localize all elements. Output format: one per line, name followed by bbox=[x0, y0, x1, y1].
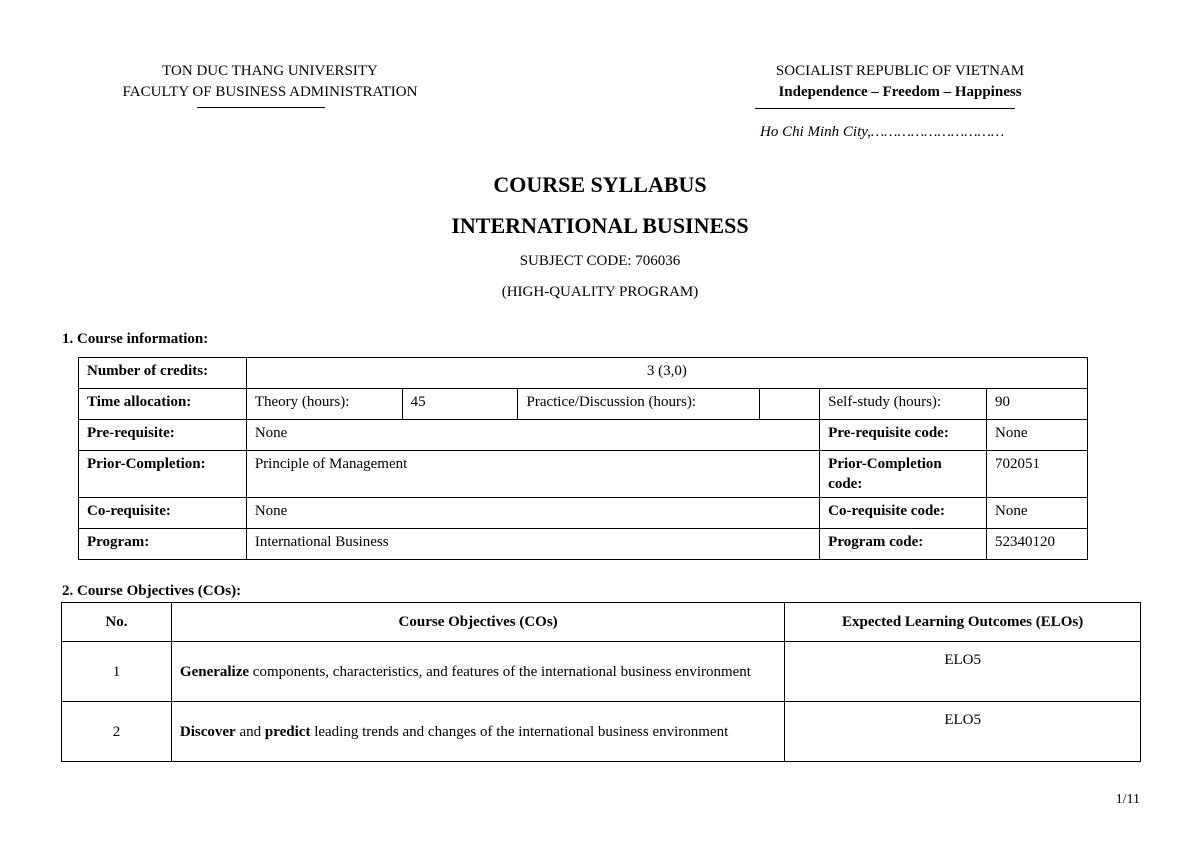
course-objectives-table bbox=[61, 602, 1141, 762]
table-row bbox=[79, 358, 1088, 389]
table-row bbox=[62, 642, 1141, 702]
objective-elo: ELO5 bbox=[785, 702, 1141, 762]
time-allocation-label: Time allocation: bbox=[79, 389, 247, 420]
table-header-row bbox=[62, 603, 1141, 642]
credits-value: 3 (3,0) bbox=[246, 358, 1087, 389]
practice-value bbox=[760, 389, 820, 420]
credits-label: Number of credits: bbox=[79, 358, 247, 389]
corequisite-code-label: Co-requisite code: bbox=[820, 498, 987, 529]
table-row bbox=[79, 420, 1088, 451]
subject-code: SUBJECT CODE: 706036 bbox=[519, 253, 681, 269]
self-study-value: 90 bbox=[987, 389, 1088, 420]
header-left-rule bbox=[197, 107, 325, 108]
table-row bbox=[62, 702, 1141, 762]
page-number: 1/11 bbox=[1115, 792, 1140, 807]
table-row bbox=[79, 389, 1088, 420]
program-label: Program: bbox=[79, 529, 247, 560]
prior-completion-label: Prior-Completion: bbox=[79, 451, 247, 498]
theory-value: 45 bbox=[402, 389, 518, 420]
program-code-label: Program code: bbox=[820, 529, 987, 560]
prerequisite-label: Pre-requisite: bbox=[79, 420, 247, 451]
objective-text bbox=[171, 642, 784, 702]
self-study-label: Self-study (hours): bbox=[820, 389, 987, 420]
corequisite-code-value: None bbox=[987, 498, 1088, 529]
column-header-no: No. bbox=[62, 603, 172, 642]
objective-rest: components, characteristics, and features of the international business environment bbox=[249, 663, 751, 680]
column-header-elos: Expected Learning Outcomes (ELOs) bbox=[785, 603, 1141, 642]
program-value: International Business bbox=[246, 529, 819, 560]
program-code-value: 52340120 bbox=[987, 529, 1088, 560]
course-info-table bbox=[78, 357, 1088, 560]
objective-verb: Discover bbox=[179, 723, 236, 740]
national-motto: Independence – Freedom – Happiness bbox=[778, 84, 1022, 100]
section-1-heading: 1. Course information: bbox=[62, 331, 209, 347]
university-name: TON DUC THANG UNIVERSITY bbox=[162, 63, 378, 79]
section-2-heading: 2. Course Objectives (COs): bbox=[62, 583, 242, 599]
practice-label: Practice/Discussion (hours): bbox=[518, 389, 760, 420]
header-right-rule bbox=[755, 108, 1015, 109]
table-row bbox=[79, 529, 1088, 560]
prior-completion-value: Principle of Management bbox=[246, 451, 819, 498]
prior-completion-code-value: 702051 bbox=[987, 451, 1088, 498]
prerequisite-code-label: Pre-requisite code: bbox=[820, 420, 987, 451]
objective-rest: leading trends and changes of the international business environment bbox=[310, 723, 729, 740]
objective-connector: and bbox=[235, 723, 265, 740]
column-header-objectives: Course Objectives (COs) bbox=[171, 603, 784, 642]
table-row bbox=[79, 498, 1088, 529]
objective-number: 2 bbox=[62, 702, 172, 762]
objective-elo: ELO5 bbox=[785, 642, 1141, 702]
objective-number: 1 bbox=[62, 642, 172, 702]
document-title: COURSE SYLLABUS bbox=[493, 172, 707, 197]
prior-completion-code-label: Prior-Completion code: bbox=[820, 451, 987, 498]
prerequisite-code-value: None bbox=[987, 420, 1088, 451]
table-row bbox=[79, 451, 1088, 498]
faculty-name: FACULTY OF BUSINESS ADMINISTRATION bbox=[122, 84, 418, 100]
place-date: Ho Chi Minh City,………………………… bbox=[760, 124, 1005, 140]
theory-label: Theory (hours): bbox=[246, 389, 402, 420]
program-type: (HIGH-QUALITY PROGRAM) bbox=[501, 284, 699, 300]
objective-text bbox=[171, 702, 784, 762]
prerequisite-value: None bbox=[246, 420, 819, 451]
corequisite-value: None bbox=[246, 498, 819, 529]
header-right bbox=[700, 61, 1100, 103]
country-name: SOCIALIST REPUBLIC OF VIETNAM bbox=[775, 63, 1025, 79]
course-name: INTERNATIONAL BUSINESS bbox=[451, 213, 749, 238]
objective-verb-2: predict bbox=[264, 723, 311, 740]
header-left bbox=[70, 61, 470, 103]
corequisite-label: Co-requisite: bbox=[79, 498, 247, 529]
objective-verb: Generalize bbox=[179, 663, 250, 680]
